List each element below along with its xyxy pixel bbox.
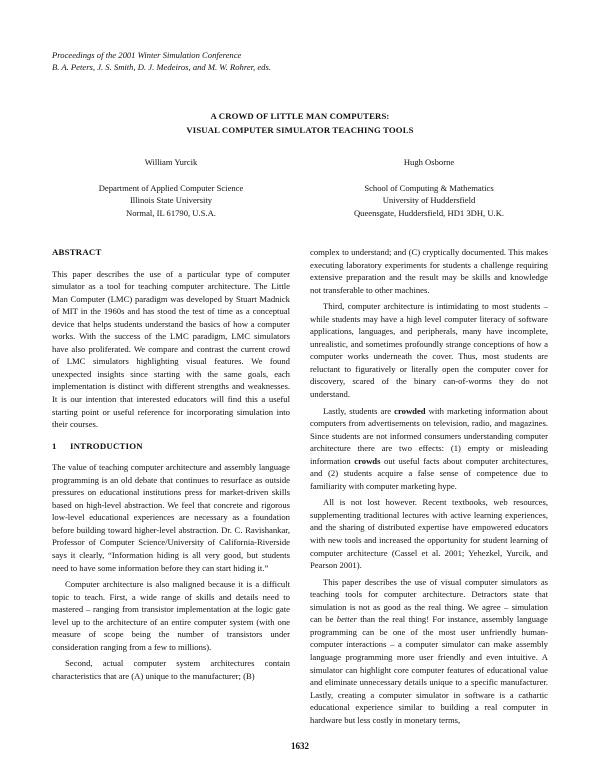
text-run: Lastly, students are: [323, 405, 395, 416]
text-run: than the real thing! For instance, assembly language programming can be one of the most user unfriendly human-computer interactions – a computer simulator can make assembly language programming more user friendly and even intuitive. A simulator can highlight core computer features of educational value and eliminate unnecessary details unique to a specific manufacturer. Lastly, creating a computer simulator in software is a cathartic educational experience similar to building a real computer in hardware but less costly in monetary terms,: [310, 614, 548, 725]
author-name: Hugh Osborne: [403, 157, 455, 167]
section-number: 1: [52, 440, 57, 451]
author-department: School of Computing & Mathematics: [364, 182, 494, 193]
proceedings-header: [52, 49, 271, 73]
title-line-2: VISUAL COMPUTER SIMULATOR TEACHING TOOLS: [186, 125, 414, 135]
author-institution: University of Huddersfield: [382, 195, 476, 206]
right-column: [310, 246, 548, 730]
text-run: This paper describes the use of visual computer simulators as teaching tools for computer architecture. Detractors state that simulation is not as good as the real thing. We agree – simulation can be: [310, 576, 548, 625]
body-paragraph-5: [310, 576, 548, 727]
paper-title: [52, 109, 548, 137]
body-paragraph-4: All is not lost however. Recent textbooks, web resources, supplementing traditional lectures with active learning experiences, and the sharing of distributed expertise have empowered educators with new tools and increased the opportunity for student learning of computer architecture (Cassel et al. 2001; Yehezkel, Yurcik, and Pearson 2001).: [310, 497, 548, 571]
author-address: Normal, IL 61790, U.S.A.: [126, 207, 216, 218]
title-line-1: A CROWD OF LITTLE MAN COMPUTERS:: [210, 111, 390, 121]
left-column: [52, 246, 290, 687]
text-run: with marketing information about computers from advertisements on television, radio, and magazines. Since students are not informed consumers understanding computer architecture there are two effects: (1) empty or misleading information: [310, 405, 548, 466]
abstract-heading: ABSTRACT: [52, 247, 102, 257]
emphasis-crowds: crowds: [354, 455, 381, 466]
intro-paragraph-1: The value of teaching computer architecture and assembly language programming is an old debate that continues to resurface as outside pressures on educational institutions press for market-driven skills based on high-level abstraction. We feel that concrete and rigorous low-level educational experiences are necessary as a foundation before building toward higher-level abstraction. Dr. C. Ravishankar, Professor of Computer Science/University of California-Riverside says it clearly, “Information hiding is all very good, but students need to have some information before they can start hiding it.”: [52, 462, 290, 573]
author-block-1: [52, 156, 290, 219]
text-run: out useful facts about computer architectures, and (2) students acquire a false sense of competence due to familiarity with computer marketing hype.: [310, 455, 548, 491]
proceedings-editors: B. A. Peters, J. S. Smith, D. J. Medeiros, and M. W. Rohrer, eds.: [52, 62, 271, 72]
author-name: William Yurcik: [144, 157, 198, 167]
page-number: 1632: [291, 741, 309, 751]
author-block-2: [310, 156, 548, 219]
body-paragraph-3: [310, 405, 548, 493]
body-paragraph-2: Third, computer architecture is intimidating to most students – while students may have a high level computer literacy of software applications, languages, and peripherals, many have incomplete, unrealistic, and sometimes profoundly strange conceptions of how a computer works underneath the cover. Thus, most students are reluctant to figuratively or literally open the computer cover for discovery, scared of the binary can-of-worms they do not understand.: [310, 301, 548, 400]
intro-paragraph-3: Second, actual computer system architectures contain characteristics that are (A) unique to the manufacturer; (B): [52, 658, 290, 681]
emphasis-better: better: [336, 614, 357, 625]
author-institution: Illinois State University: [129, 195, 213, 206]
author-department: Department of Applied Computer Science: [98, 182, 244, 193]
author-address: Queensgate, Huddersfield, HD1 3DH, U.K.: [353, 207, 505, 218]
abstract-text: This paper describes the use of a particular type of computer simulator as a tool for teaching computer architecture. The Little Man Computer (LMC) paradigm was developed by Stuart Madnick of MIT in the 1960s and has stood the test of time as a conceptual device that helps students understand the basics of how a computer works. With the success of the LMC paradigm, LMC simulators have also proliferated. We compare and contrast the current crowd of LMC simulators highlighting visual features. We found unexpected insights since starting with the same goals, each implementation is distinct with different strengths and weaknesses. It is our intention that interested educators will find this a useful starting point or useful reference for incorporating simulation into their courses.: [52, 268, 290, 430]
intro-paragraph-2: Computer architecture is also maligned because it is a difficult topic to teach. First, a wide range of skills and details need to mastered – ranging from transistor implementation at the logic gate level up to the architecture of an entire computer system (with one measure of scope being the number of transistors under consideration ranging from a few to millions).: [52, 579, 290, 652]
proceedings-title: Proceedings of the 2001 Winter Simulation Conference: [52, 50, 242, 60]
body-paragraph-1: complex to understand; and (C) cryptically documented. This makes executing laboratory experiments for students a challenge requiring extensive preparation and the result may be skills and knowledge not transferable to other machines.: [310, 247, 548, 295]
section-title: INTRODUCTION: [70, 440, 143, 451]
emphasis-crowded: crowded: [394, 405, 426, 416]
section-heading-introduction: [52, 440, 290, 453]
